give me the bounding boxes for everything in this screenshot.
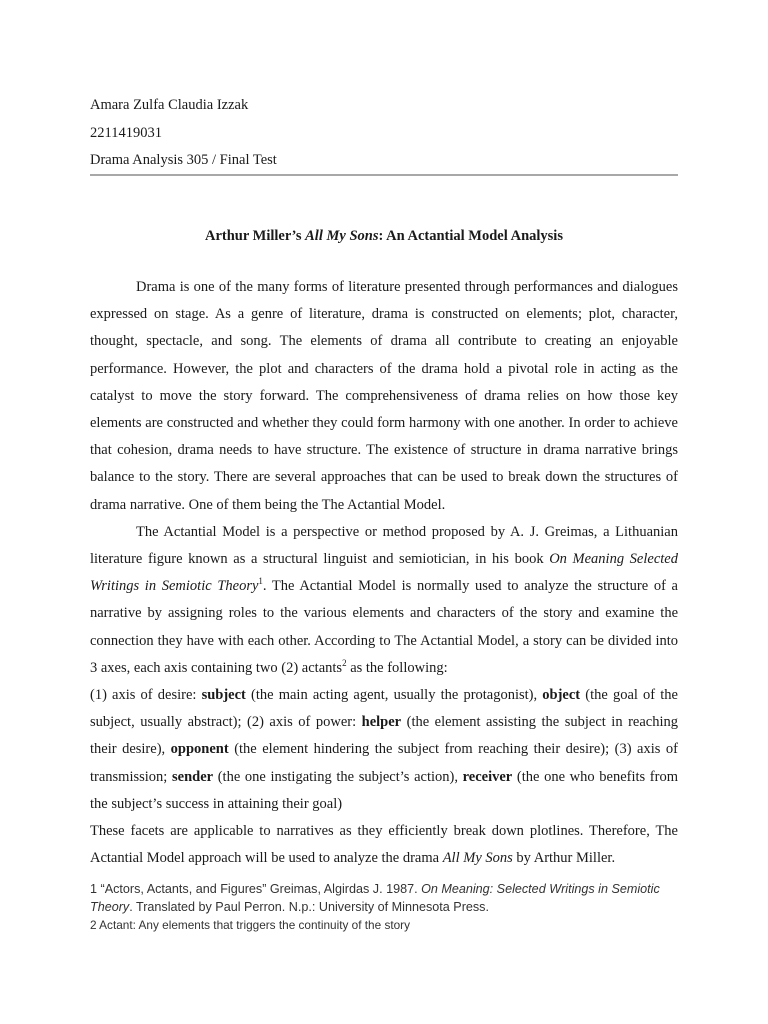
footnote-1	[90, 880, 678, 916]
conclusion-work: All My Sons	[442, 850, 513, 867]
author-name: Amara Zulfa Claudia Izzak	[90, 97, 249, 113]
document-body	[90, 274, 678, 872]
paragraph2-part2: . The Actantial Model is normally used to analyze the structure of a narrative by assigning roles to the various elements and characters of the story and examine the connection they have with each other. According to The Actantial Model, a story can be divided into 3 axes, each axis containing two (2) actants	[90, 578, 678, 676]
axes-text-7: (the one who benefits from the subject’s success in attaining their goal)	[90, 768, 678, 812]
footnote-2: 2 Actant: Any elements that triggers the continuity of the story	[90, 918, 411, 932]
term-subject: subject	[201, 687, 246, 704]
axes-text-2: (the main acting agent, usually the protagonist),	[245, 687, 543, 704]
term-receiver: receiver	[462, 768, 513, 785]
conclusion-part2: by Arthur Miller.	[512, 850, 616, 867]
book-title: On Meaning Selected Writings in Semiotic Theory	[90, 551, 678, 595]
footnote-ref-1: 1	[258, 576, 263, 587]
term-object: object	[542, 687, 581, 704]
axes-text-6: (the one instigating the subject’s action),	[213, 768, 463, 785]
footnote-ref-2: 2	[342, 658, 347, 669]
footnote-1-book: On Meaning: Selected Writings in Semiotic Theory	[90, 882, 660, 914]
title-prefix: Arthur Miller’s	[205, 228, 306, 244]
term-opponent: opponent	[170, 741, 229, 758]
header-divider	[90, 174, 678, 176]
title-suffix: : An Actantial Model Analysis	[378, 228, 563, 244]
paragraph2-part1: The Actantial Model is a perspective or method proposed by A. J. Greimas, a Lithuanian literature figure known as a structural linguist and semiotician, in his book	[90, 523, 678, 568]
paragraph2-part3: as the following:	[346, 659, 448, 676]
course-name: Drama Analysis 305 / Final Test	[90, 152, 277, 168]
axes-text-1: (1) axis of desire:	[90, 687, 202, 704]
paragraph-intro: Drama is one of the many forms of literature presented through performances and dialogues expressed on stage. As a genre of literature, drama is constructed on elements; plot, character, thought, spectacle, and song. The elements of drama all contribute to creating an enjoyable performance. However, the plot and characters of the drama hold a pivotal role in acting as the catalyst to move the story forward. The comprehensiveness of drama relies on how those key elements are constructed and whether they could form harmony with one another. In order to achieve that cohesion, drama needs to have structure. The existence of structure in drama narrative brings balance to the story. There are several approaches that can be used to break down the structures of drama narrative. One of them being the The Actantial Model.	[90, 279, 678, 513]
term-sender: sender	[171, 768, 214, 785]
term-helper: helper	[361, 714, 402, 731]
header-block	[90, 92, 277, 175]
conclusion-part1: These facets are applicable to narratives as they efficiently break down plotlines. Therefore, The Actantial Model approach will be used to analyze the drama	[90, 823, 678, 867]
paragraph-axes	[90, 682, 678, 818]
footnote-1-text-end: . Translated by Paul Perron. N.p.: University of Minnesota Press.	[129, 900, 489, 914]
footnote-1-text: 1 “Actors, Actants, and Figures” Greimas, Algirdas J. 1987.	[90, 882, 422, 896]
footnotes	[90, 880, 678, 934]
student-id: 2211419031	[90, 124, 162, 141]
axes-text-4: (the element assisting the subject in reaching their desire),	[90, 714, 678, 758]
paragraph-conclusion	[90, 818, 678, 872]
axes-text-3: (the goal of the subject, usually abstract); (2) axis of power:	[90, 687, 678, 731]
document-title	[90, 226, 678, 246]
paragraph-actantial-model	[90, 519, 678, 682]
axes-text-5: (the element hindering the subject from reaching their desire); (3) axis of transmission;	[90, 741, 678, 785]
title-work: All My Sons	[305, 228, 379, 244]
